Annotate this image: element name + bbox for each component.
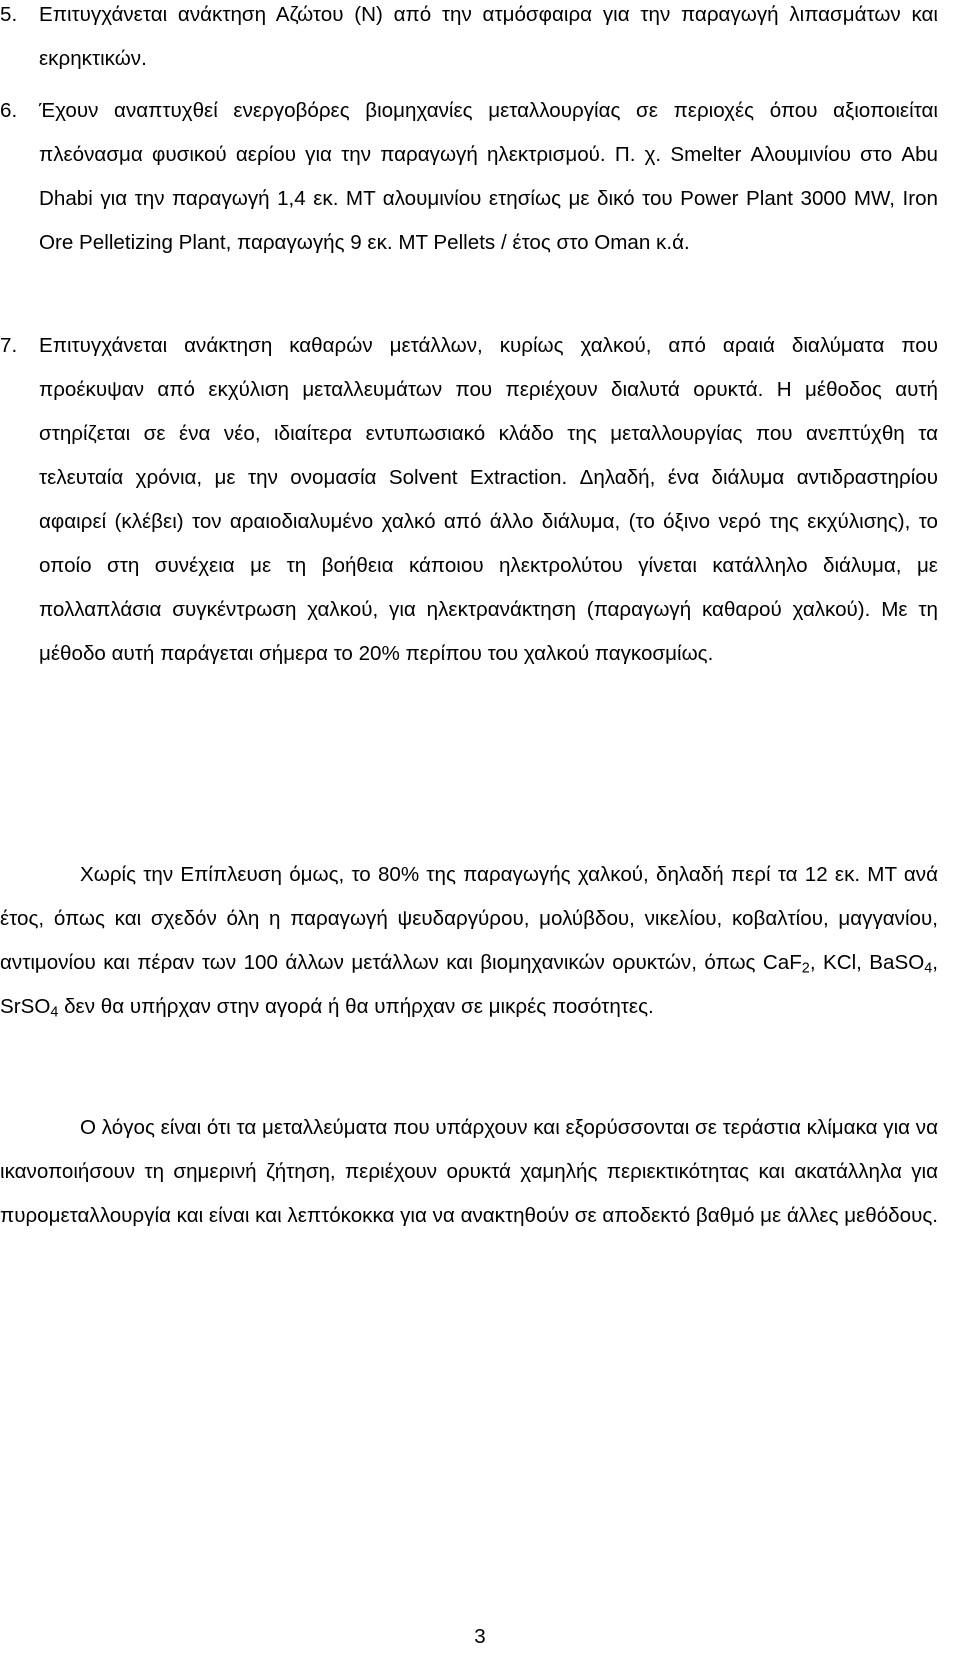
list-item-text: Επιτυγχάνεται ανάκτηση καθαρών μετάλλων, κυρίως χαλκού, από αραιά διαλύματα που προέκυψαν από εκχύλιση μεταλλευμάτων που περιέχουν διαλυτά ορυκτά. Η μέθοδος αυτή στηρίζεται σε ένα νέο, ιδιαίτερα εντυπωσιακό κλάδο της μεταλλουργίας που ανεπτύχθη τα τελευταία χρόνια, με την ονομασία Solvent Extraction. Δηλαδή, ένα διάλυμα αντιδραστηρίου αφαιρεί (κλέβει) τον αραιοδιαλυμένο χαλκό από άλλο διάλυμα, (το όξινο νερό της εκχύλισης), το οποίο στη συνέχεια με τη βοήθεια κάποιου ηλεκτρολύτου γίνεται κατάλληλο διάλυμα, με πολλαπλάσια συγκέντρωση χαλκού, για ηλεκτρανάκτηση (παραγωγή καθαρού χαλκού). Με τη μέθοδο αυτή παράγεται σήμερα το 20% περίπου του χαλκού παγκοσμίως. (39, 334, 938, 665)
list-item-text: Έχουν αναπτυχθεί ενεργοβόρες βιομηχανίες μεταλλουργίας σε περιοχές όπου αξιοποιείται πλεόνασμα φυσικού αερίου για την παραγωγή ηλεκτρισμού. Π. χ. Smelter Αλουμινίου στο Abu Dhabi για την παραγωγή 1,4 εκ. ΜΤ αλουμινίου ετησίως με δικό του Power Plant 3000 MW, Iron Ore Pelletizing Plant, παραγωγής 9 εκ. ΜΤ Pellets / έτος στο Oman κ.ά. (39, 99, 938, 254)
formula-baso4: BaSO$_4$ (869, 951, 933, 977)
list-item-number: 6. (0, 99, 18, 122)
formula-caf2: CaF$_2$ (762, 951, 810, 977)
list-item-number: 7. (0, 334, 18, 357)
list-item-5 (0, 0, 938, 81)
page-number: 3 (474, 1625, 486, 1648)
list-item-number: 5. (0, 3, 18, 26)
paragraph-flotation: Χωρίς την Επίπλευση όμως, το 80% της παραγωγής χαλκού, δηλαδή περί τα 12 εκ. ΜΤ ανά έτος, όπως και σχεδόν όλη η παραγωγή ψευδαργύρου, μολύβδου, νικελίου, κοβαλτίου, μαγγανίου, αντιμονίου και πέραν των 100 άλλων μετάλλων και βιομηχανικών ορυκτών, όπως CaF$_2$, KCl, BaSO$_4$, SrSO$_4$ δεν θα υπήρχαν στην αγορά ή θα υπήρχαν σε μικρές ποσότητες. (0, 863, 938, 1021)
list-item-7 (0, 324, 938, 676)
paragraph-reason: Ο λόγος είναι ότι τα μεταλλεύματα που υπάρχουν και εξορύσσονται σε τεράστια κλίμακα για να ικανοποιήσουν τη σημερινή ζήτηση, περιέχουν ορυκτά χαμηλής περιεκτικότητας και ακατάλληλα για πυρομεταλλουργία και είναι και λεπτόκοκκα για να ανακτηθούν σε αποδεκτό βαθμό με άλλες μεθόδους. (0, 1116, 939, 1227)
list-item-text: Επιτυγχάνεται ανάκτηση Αζώτου (Ν) από την ατμόσφαιρα για την παραγωγή λιπασμάτων και εκρηκτικών. (39, 3, 938, 70)
list-item-6 (0, 89, 938, 265)
formula-srso4: SrSO$_4$ (0, 995, 59, 1021)
